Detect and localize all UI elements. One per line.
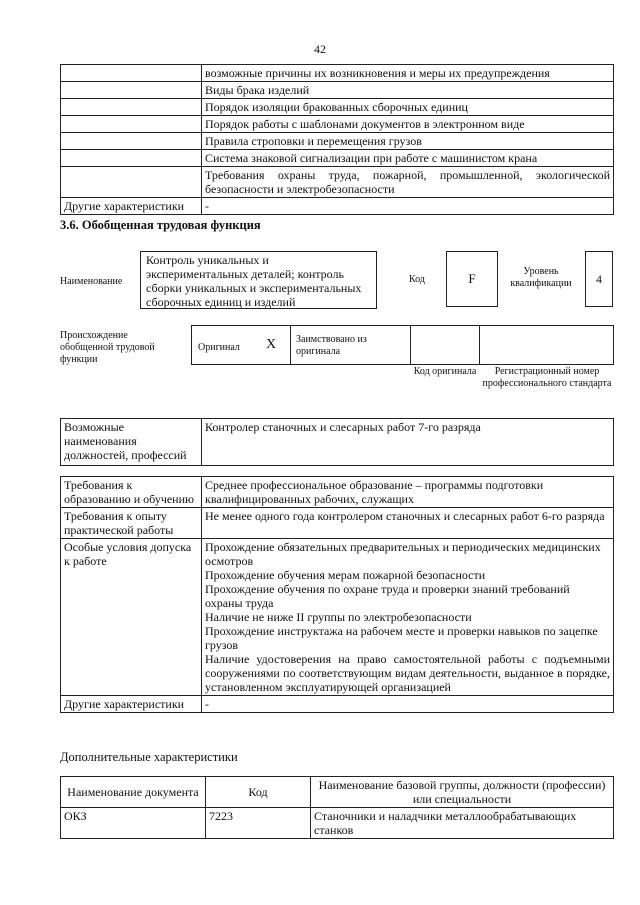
table-cell: 7223: [206, 808, 311, 839]
column-header: Наименование базовой группы, должности (профессии) или специальности: [311, 777, 614, 808]
table-cell: Порядок работы с шаблонами документов в электронном виде: [202, 116, 614, 133]
table-cell: Система знаковой сигнализации при работе с машинистом крана: [202, 150, 614, 167]
function-code-box: F: [446, 251, 498, 307]
original-cell: [191, 325, 291, 365]
conditions-value: [202, 539, 614, 696]
table-cell: Виды брака изделий: [202, 82, 614, 99]
table-cell: ОКЗ: [61, 808, 206, 839]
qualification-level-label: Уровень квалификации: [510, 266, 572, 289]
table-row: [61, 167, 614, 198]
knowledge-table: [60, 64, 614, 215]
table-cell: Правила строповки и перемещения грузов: [202, 133, 614, 150]
additional-title: Дополнительные характеристики: [60, 750, 238, 764]
condition-item: Наличие удостоверения на право самостоятельной работы с подъемными сооружениями по соответствующим видам деятельности, выданное в порядке, установленном эксплуатирующей организацией: [205, 652, 610, 694]
table-header-row: [61, 777, 614, 808]
table-cell: Требования охраны труда, пожарной, промышленной, экологической безопасности и электробезопасности: [202, 167, 614, 198]
other-characteristics-label: Другие характеристики: [61, 696, 202, 713]
borrowed-cell: Заимствовано из оригинала: [290, 325, 411, 365]
column-header: Код: [206, 777, 311, 808]
table-row: [61, 65, 614, 82]
table-row: [61, 477, 614, 508]
page-number: 42: [314, 42, 326, 56]
table-row: [61, 116, 614, 133]
experience-value: Не менее одного года контролером станочных и слесарных работ 6-го разряда: [202, 508, 614, 539]
function-name-box: Контроль уникальных и экспериментальных деталей; контроль сборки уникальных и экспериментальных сборочных единиц и изделий: [140, 251, 377, 309]
condition-item: Прохождение обучения мерам пожарной безопасности: [205, 568, 486, 582]
table-row: [61, 198, 614, 215]
table-row: [61, 99, 614, 116]
other-characteristics-label: Другие характеристики: [61, 198, 202, 215]
origin-label: Происхождение обобщенной трудовой функции: [60, 330, 155, 365]
positions-label: Возможные наименования должностей, профессий: [61, 419, 202, 466]
table-row: [61, 419, 614, 466]
code-label: Код: [409, 274, 425, 285]
original-label: Оригинал: [198, 342, 240, 353]
positions-value: Контролер станочных и слесарных работ 7-го разряда: [202, 419, 614, 466]
other-characteristics-value: -: [202, 198, 614, 215]
reg-number-cell: [479, 325, 614, 365]
positions-table: [60, 418, 614, 466]
table-row: [61, 696, 614, 713]
name-label: Наименование: [60, 276, 123, 287]
section-title: 3.6. Обобщенная трудовая функция: [60, 218, 261, 232]
code-original-label: Код оригинала: [413, 366, 477, 377]
table-row: [61, 133, 614, 150]
other-characteristics-value: -: [202, 696, 614, 713]
education-value: Среднее профессиональное образование – программы подготовки квалифицированных рабочих, служащих: [202, 477, 614, 508]
table-row: [61, 808, 614, 839]
table-row: [61, 150, 614, 167]
experience-label: Требования к опыту практической работы: [61, 508, 202, 539]
table-cell: Порядок изоляции бракованных сборочных единиц: [202, 99, 614, 116]
table-row: [61, 82, 614, 99]
condition-item: Прохождение обучения по охране труда и проверки знаний требований охраны труда: [205, 582, 570, 610]
condition-item: Прохождение инструктажа на рабочем месте и проверки навыков по зацепке грузов: [205, 624, 598, 652]
table-row: [61, 539, 614, 696]
requirements-table: [60, 476, 614, 713]
code-original-cell: [410, 325, 480, 365]
column-header: Наименование документа: [61, 777, 206, 808]
original-mark: X: [266, 337, 277, 352]
table-row: [61, 508, 614, 539]
table-cell: Станочники и наладчики металлообрабатывающих станков: [311, 808, 614, 839]
table-cell: возможные причины их возникновения и меры их предупреждения: [202, 65, 614, 82]
conditions-label: Особые условия допуска к работе: [61, 539, 202, 696]
condition-item: Наличие не ниже II группы по электробезопасности: [205, 610, 472, 624]
education-label: Требования к образованию и обучению: [61, 477, 202, 508]
qualification-level-box: 4: [585, 251, 613, 307]
condition-item: Прохождение обязательных предварительных и периодических медицинских осмотров: [205, 540, 601, 568]
additional-table: [60, 776, 614, 839]
reg-number-label: Регистрационный номер профессионального стандарта: [482, 366, 612, 389]
